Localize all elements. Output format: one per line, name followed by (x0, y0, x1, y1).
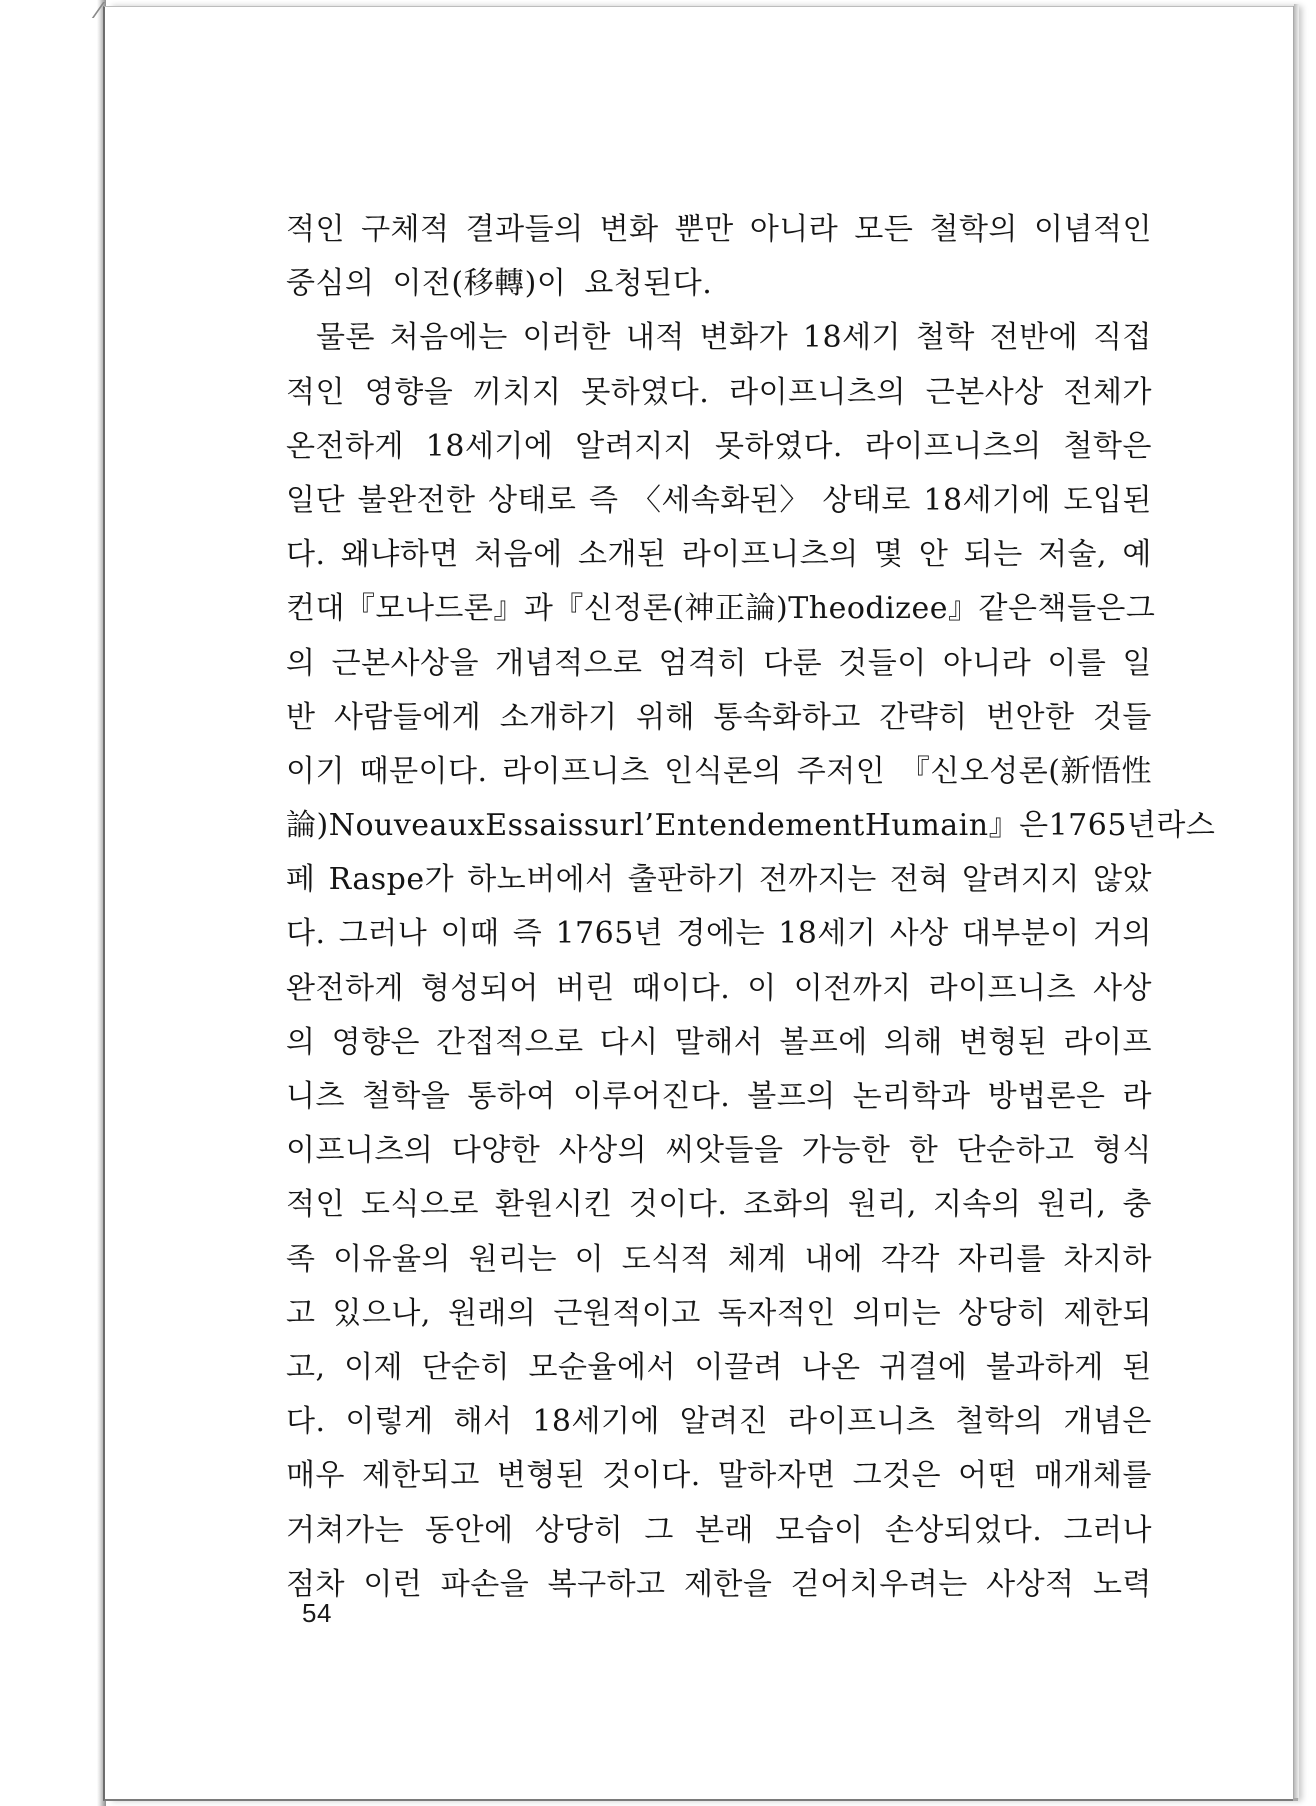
text-word: 상당히 (958, 1295, 1047, 1331)
text-word: 간략히 (879, 699, 968, 735)
text-word: 상당히 (534, 1512, 624, 1548)
text-word: 것이다. (602, 1458, 701, 1494)
text-word: 것이다. (628, 1187, 728, 1223)
text-line (286, 582, 1156, 636)
text-word: 본래 (695, 1512, 755, 1548)
text-word: 자리를 (957, 1241, 1046, 1277)
text-word: 형성되어 (420, 970, 539, 1006)
text-line (286, 1070, 1152, 1124)
text-word: 번안한 (986, 699, 1075, 735)
text-word: 원리, (847, 1187, 917, 1223)
text-word: 근본사상을 (331, 645, 479, 681)
text-word: 고, (286, 1349, 326, 1385)
text-word: 그 (644, 1512, 674, 1548)
text-word: 『신오성론(新悟性 (899, 753, 1152, 789)
text-word: 18세기에 (425, 428, 554, 464)
text-word: 충 (1122, 1187, 1152, 1223)
text-word: 이 (747, 970, 777, 1006)
text-word: 철학을 (361, 1079, 451, 1114)
text-word: 못하였다. (581, 374, 710, 410)
text-word: 이때 (440, 916, 500, 952)
text-word: 『신정론(神正論) (553, 591, 789, 627)
text-word: 라이프니츠의 (864, 428, 1042, 464)
text-word: 지속의 (932, 1187, 1022, 1223)
text-word: 변형된 (958, 1024, 1048, 1060)
text-word: 이러한 (522, 320, 611, 356)
text-line (286, 1016, 1152, 1070)
text-word: 대부분이 (961, 916, 1080, 952)
text-word: 매개체를 (1034, 1458, 1152, 1494)
text-word: 論) (286, 808, 329, 844)
text-word: 뿐만 (674, 212, 734, 247)
text-word: 다. (286, 537, 326, 573)
text-word: 체계 (727, 1241, 787, 1277)
text-word: sur (583, 808, 635, 844)
text-line (286, 1449, 1152, 1503)
text-word: 결과들의 (465, 212, 584, 247)
text-word: 안 (918, 537, 949, 573)
text-line (286, 1124, 1152, 1178)
text-word: 사람들에게 (333, 699, 482, 735)
paragraph-1 (286, 203, 1152, 311)
text-word: 몇 (874, 537, 904, 573)
text-word: 독자적인 (717, 1295, 836, 1331)
text-line (286, 257, 1152, 311)
text-word: 불완전한 (357, 482, 476, 518)
text-line (286, 907, 1152, 961)
text-word: 노력 (1092, 1566, 1152, 1602)
text-word: 라이프니츠 (502, 753, 650, 789)
text-word: 전혀 (889, 862, 949, 898)
text-line (286, 1504, 1152, 1558)
text-word: 컨대 (286, 591, 345, 627)
text-word: 18세기 (802, 320, 902, 356)
text-word: 제한을 (683, 1566, 773, 1602)
text-word: 경에는 (676, 916, 765, 952)
text-word: 〈세속화된〉 (630, 482, 810, 518)
text-word: 일단 (286, 482, 345, 518)
text-word: 이 (574, 1241, 605, 1277)
text-line (286, 203, 1152, 257)
text-word: 통하여 (467, 1079, 556, 1114)
text-word: 볼프의 (747, 1079, 836, 1114)
text-word: 제한되고 (361, 1458, 480, 1494)
text-word: 단순하고 (956, 1133, 1075, 1169)
text-word: 위해 (636, 699, 695, 735)
text-word: 의미는 (852, 1295, 942, 1331)
text-word: 예 (1122, 537, 1152, 573)
text-word: 말하자면 (717, 1458, 836, 1494)
text-word: 점차 (286, 1566, 345, 1602)
text-word: 철학 (915, 320, 975, 356)
text-word: 버린 (555, 970, 615, 1006)
text-word: 완전하게 (286, 970, 404, 1006)
text-word: 사상 (889, 916, 949, 952)
text-word: 온전하게 (286, 428, 404, 464)
text-word: 근본사상 (925, 374, 1044, 410)
text-word: 통속화하고 (713, 699, 861, 735)
text-word: 이를 (1047, 645, 1107, 681)
text-word: 전반에 (989, 320, 1079, 356)
text-word: 라이프 (1063, 1024, 1152, 1060)
text-word: 원리, (1037, 1187, 1107, 1223)
text-word: 라스 (1156, 808, 1216, 844)
text-word: 이프니츠의 (286, 1133, 434, 1169)
text-word: 즉 (512, 916, 543, 952)
text-word: 사상 (1093, 970, 1152, 1006)
text-word: Nouveaux (328, 808, 486, 844)
text-word: 같은 (978, 591, 1038, 627)
text-word: 근원적이고 (553, 1295, 701, 1331)
text-line (286, 474, 1152, 528)
text-word: 이제 (344, 1349, 404, 1385)
text-word: 방법론은 (987, 1079, 1106, 1114)
text-word: 원래의 (447, 1295, 537, 1331)
text-word: 철학은 (1063, 428, 1152, 464)
text-word: 환원시킨 (494, 1187, 613, 1223)
text-word: 1765년 (1048, 808, 1157, 844)
text-word: 간접적으로 (436, 1024, 584, 1060)
text-word: 물론 (316, 320, 375, 356)
text-word: 변형된 (496, 1458, 586, 1494)
text-word: 라이프니츠 (788, 1404, 936, 1440)
text-word: 이전(移轉)이 (392, 266, 567, 302)
text-word: 가능한 (801, 1133, 891, 1169)
text-word: Humain』은 (864, 808, 1049, 844)
text-word: 차지하 (1063, 1241, 1152, 1277)
text-line (286, 1558, 1152, 1612)
text-word: 거의 (1093, 916, 1152, 952)
text-word: 전까지는 (758, 862, 877, 898)
text-word: 손상되었다. (884, 1512, 1043, 1548)
text-word: 라이프니츠의 (681, 537, 859, 573)
text-word: 의해 (883, 1024, 943, 1060)
text-word: Raspe가 (328, 862, 455, 898)
text-word: 매우 (286, 1458, 345, 1494)
text-word: 철학의 (929, 212, 1018, 247)
text-word: 볼프에 (779, 1024, 868, 1060)
text-word: 이념적인 (1034, 212, 1152, 247)
text-word: 이런 (363, 1566, 423, 1602)
text-word: 개념은 (1063, 1404, 1152, 1440)
text-word: 아니라 (749, 212, 839, 247)
text-word: 반 (286, 699, 316, 735)
text-word: 어떤 (958, 1458, 1018, 1494)
text-word: 말해서 (674, 1024, 764, 1060)
text-word: 변화 (599, 212, 659, 247)
text-word: 영향을 (364, 374, 454, 410)
text-word: 다양한 (451, 1133, 541, 1169)
body-text (286, 203, 1216, 1612)
text-word: 중심의 (286, 266, 375, 302)
text-word: 상태로 (822, 482, 911, 518)
text-word: 도입된 (1063, 482, 1152, 518)
text-word: 걷어치우려는 (790, 1566, 968, 1602)
text-word: 모든 (854, 212, 914, 247)
text-word: 각각 (880, 1241, 940, 1277)
text-word: 왜냐하면 (340, 537, 459, 573)
text-word: 인식론의 (664, 753, 783, 789)
text-word: 알려지지 (961, 862, 1080, 898)
text-word: 제한되 (1063, 1295, 1152, 1331)
text-word: 『모나드론』과 (344, 591, 554, 627)
text-word: 도식적 (621, 1241, 711, 1277)
text-word: 다. (286, 1404, 326, 1440)
text-word: 원리는 (468, 1241, 558, 1277)
text-word: 있으나, (332, 1295, 431, 1331)
text-word: 18세기 (778, 916, 877, 952)
text-word: 것들이 (838, 645, 927, 681)
text-word: 18세기에 (532, 1404, 660, 1440)
text-word: 소개하기 (499, 699, 618, 735)
text-word: 논리학과 (852, 1079, 971, 1114)
text-word: 때이다. (631, 970, 731, 1006)
text-word: Essais (485, 808, 584, 844)
text-word: 된 (1122, 1349, 1152, 1385)
text-word: 다룬 (763, 645, 823, 681)
text-word: 그러나 (1063, 1512, 1152, 1548)
text-word: 때문이다. (359, 753, 488, 789)
text-word: 요청된다. (584, 266, 713, 302)
text-word: 조화의 (743, 1187, 832, 1223)
text-word: 나온 (801, 1349, 861, 1385)
text-word: 직접 (1092, 320, 1152, 356)
text-line (286, 853, 1152, 907)
text-word: 적인 (286, 374, 345, 410)
text-word: 엄격히 (658, 645, 748, 681)
text-line (286, 637, 1152, 691)
text-line (286, 691, 1152, 745)
text-word: 한 (908, 1133, 939, 1169)
text-word: 전체가 (1063, 374, 1152, 410)
text-word: 소개된 (577, 537, 667, 573)
text-word: 라이프니츠의 (729, 374, 906, 410)
text-word: 출판하기 (627, 862, 746, 898)
text-word: 불과하게 (985, 1349, 1104, 1385)
text-word: 형식 (1092, 1133, 1152, 1169)
text-word: 파손을 (440, 1566, 530, 1602)
text-word: 하노버에서 (467, 862, 615, 898)
text-word: 족 (286, 1241, 316, 1277)
text-word: 도식으로 (361, 1187, 479, 1223)
text-word: 이끌려 (694, 1349, 783, 1385)
text-word: 이렇게 (345, 1404, 434, 1440)
text-word: 다. (286, 916, 326, 952)
text-word: 1765년 (555, 916, 664, 952)
text-word: 처음에는 (389, 320, 508, 356)
text-word: 못하였다. (715, 428, 843, 464)
text-word: 내적 (625, 320, 685, 356)
text-word: 구체적 (361, 212, 450, 247)
text-word: 모순율에서 (528, 1349, 676, 1385)
text-word: 책들은 (1037, 591, 1126, 627)
text-line (286, 1287, 1152, 1341)
text-word: 철학의 (955, 1404, 1044, 1440)
text-line (286, 420, 1152, 474)
text-word: 것들 (1092, 699, 1152, 735)
text-word: 상태로 (487, 482, 577, 518)
text-word: 그 (1125, 591, 1156, 627)
text-word: 그러나 (338, 916, 428, 952)
text-word: 다시 (599, 1024, 659, 1060)
text-word: 사상적 (986, 1566, 1075, 1602)
text-word: 아니라 (942, 645, 1032, 681)
text-word: 되는 (963, 537, 1023, 573)
text-word: 이기 (286, 753, 345, 789)
text-word: 고 (286, 1295, 316, 1331)
text-word: l’Entendement (634, 808, 865, 844)
text-word: 이유율의 (333, 1241, 451, 1277)
page-number: 54 (302, 1598, 332, 1628)
text-line (286, 1341, 1152, 1395)
text-word: 이전까지 (793, 970, 912, 1006)
text-line (286, 745, 1152, 799)
text-word: 처음에 (474, 537, 563, 573)
text-word: 일 (1122, 645, 1152, 681)
text-word: 끼치지 (473, 374, 562, 410)
text-word: 알려지지 (575, 428, 694, 464)
text-line (286, 799, 1216, 853)
text-word: 귀결에 (878, 1349, 968, 1385)
text-word: 의 (286, 645, 316, 681)
text-line (286, 1233, 1152, 1287)
text-word: 라이프니츠 (928, 970, 1077, 1006)
paragraph-2 (286, 311, 1216, 1612)
text-word: 내에 (804, 1241, 864, 1277)
text-line (286, 1178, 1152, 1232)
text-word: 이루어진다. (572, 1079, 731, 1114)
text-word: 사상의 (558, 1133, 648, 1169)
text-word: 알려진 (679, 1404, 769, 1440)
text-word: 동안에 (425, 1512, 514, 1548)
text-word: 개념적으로 (495, 645, 643, 681)
text-word: 적인 (286, 1187, 345, 1223)
text-line (286, 1395, 1152, 1449)
text-word: 즉 (588, 482, 619, 518)
text-word: 의 (286, 1024, 316, 1060)
text-line (286, 528, 1152, 582)
text-line (286, 366, 1152, 420)
text-word: 라 (1122, 1079, 1152, 1114)
text-line (286, 962, 1152, 1016)
text-line (286, 311, 1152, 365)
text-word: 적인 (286, 212, 345, 247)
text-word: 해서 (453, 1404, 513, 1440)
text-word: 주저인 (796, 753, 886, 789)
text-word: 씨앗들을 (665, 1133, 784, 1169)
text-word: 않았 (1093, 862, 1152, 898)
text-word: 모습이 (775, 1512, 864, 1548)
text-word: 니츠 (286, 1079, 345, 1114)
text-word: 영향은 (331, 1024, 421, 1060)
text-word: Theodizee』 (788, 591, 979, 627)
text-word: 그것은 (852, 1458, 942, 1494)
text-word: 저술, (1038, 537, 1108, 573)
text-word: 단순히 (421, 1349, 511, 1385)
text-word: 18세기에 (923, 482, 1052, 518)
text-word: 변화가 (699, 320, 789, 356)
text-word: 복구하고 (547, 1566, 666, 1602)
page-right-edge (1294, 4, 1299, 1798)
text-word: 거쳐가는 (286, 1512, 404, 1548)
text-word: 페 (286, 862, 316, 898)
